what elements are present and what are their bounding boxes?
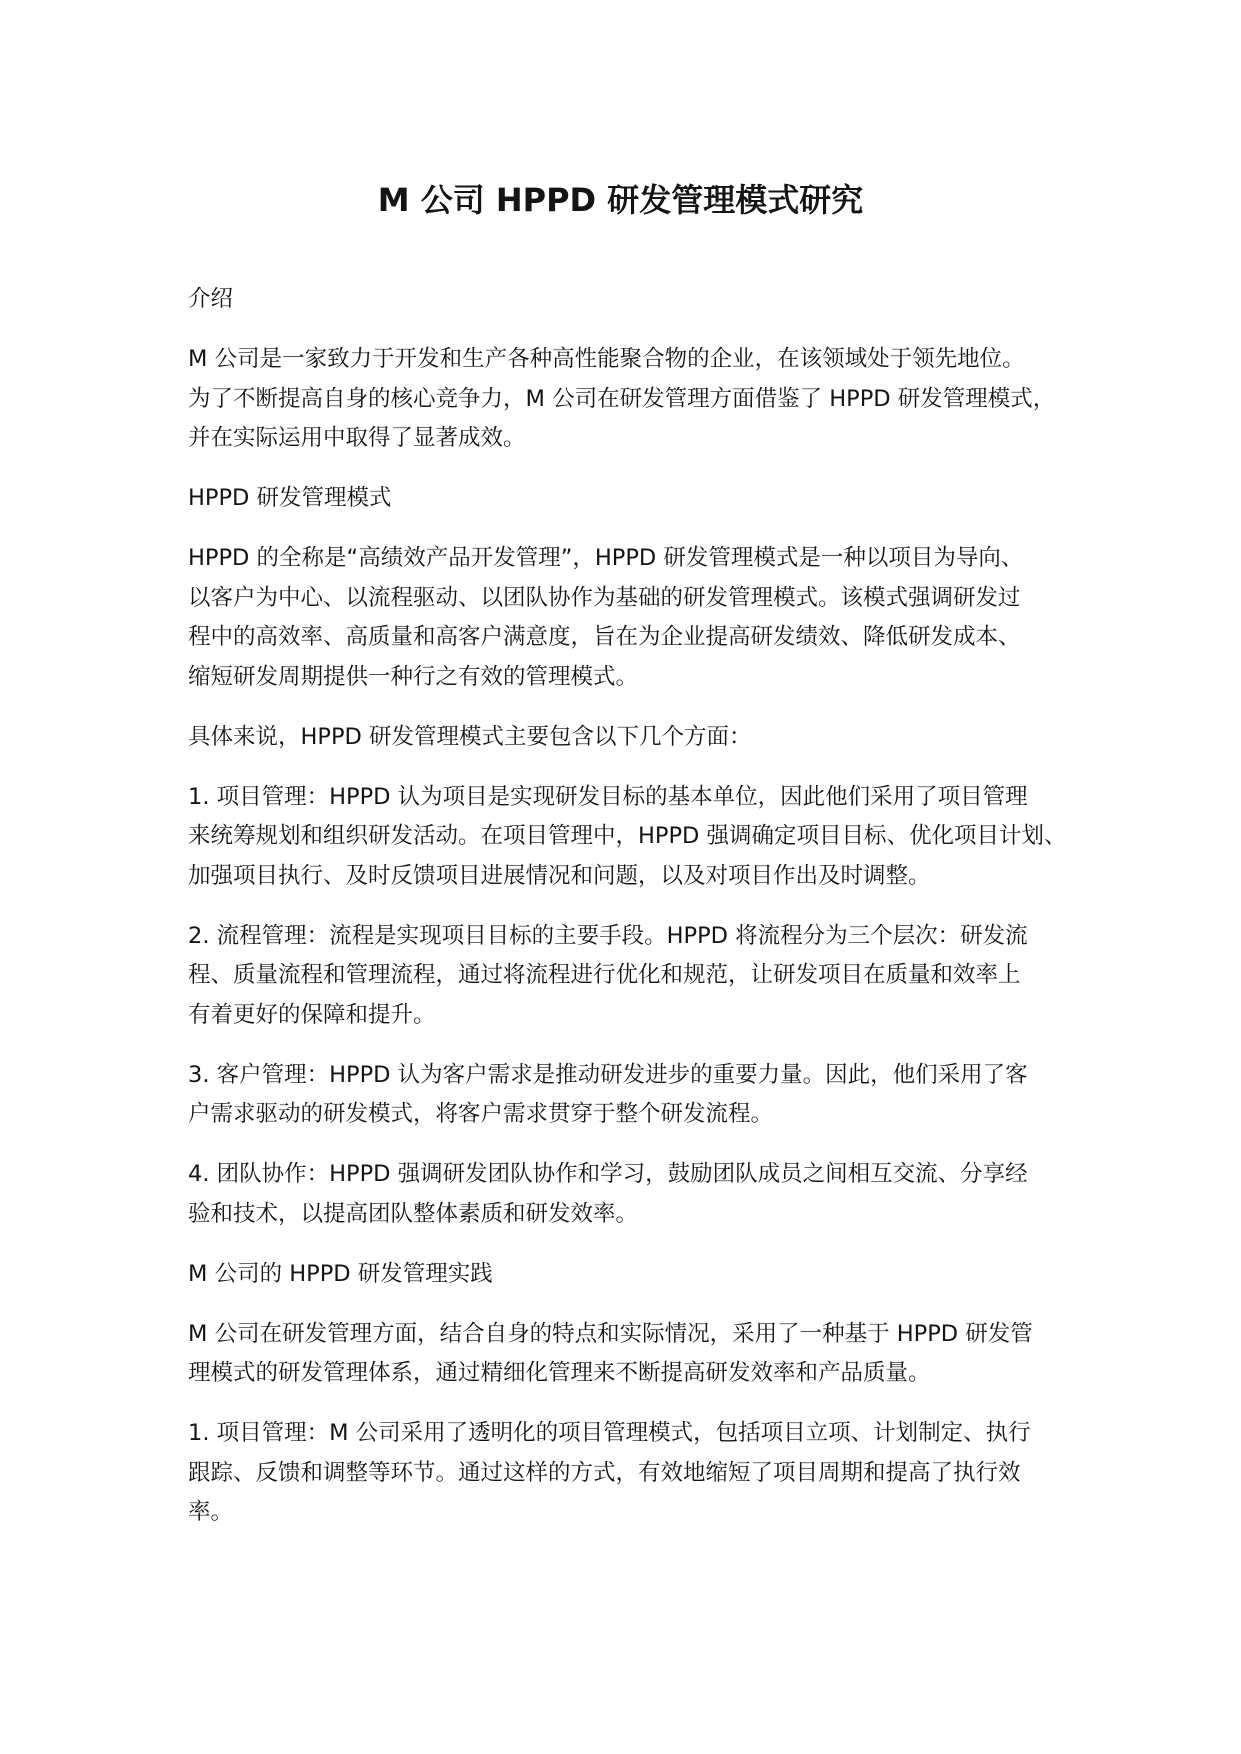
text-line: 户需求驱动的研发模式，将客户需求贯穿于整个研发流程。 bbox=[188, 1101, 774, 1127]
text-line: HPPD 研发管理模式 bbox=[188, 485, 392, 511]
text-line: M 公司在研发管理方面，结合自身的特点和实际情况，采用了一种基于 HPPD 研发管 bbox=[188, 1320, 1033, 1347]
list-item-customer-management bbox=[188, 1056, 1138, 1135]
text-line: 跟踪、反馈和调整等环节。通过这样的方式，有效地缩短了项目周期和提高了执行效 bbox=[188, 1459, 1021, 1486]
text-line: 具体来说，HPPD 研发管理模式主要包含以下几个方面： bbox=[188, 723, 752, 750]
text-line: 2. 流程管理：流程是实现项目目标的主要手段。HPPD 将流程分为三个层次：研发流 bbox=[188, 922, 1028, 949]
paragraph-hppd-definition bbox=[188, 539, 1138, 697]
document-title: M 公司 HPPD 研发管理模式研究 bbox=[377, 181, 864, 219]
text-line: 为了不断提高自身的核心竞争力，M 公司在研发管理方面借鉴了 HPPD 研发管理模式， bbox=[188, 385, 1056, 412]
text-line: 程、质量流程和管理流程，通过将流程进行优化和规范，让研发项目在质量和效率上 bbox=[188, 962, 1021, 988]
text-line: 率。 bbox=[188, 1499, 234, 1525]
text-line: 缩短研发周期提供一种行之有效的管理模式。 bbox=[188, 663, 639, 690]
text-line: 以客户为中心、以流程驱动、以团队协作为基础的研发管理模式。该模式强调研发过 bbox=[188, 584, 1021, 611]
section-heading-practice bbox=[188, 1255, 1138, 1295]
text-line: 理模式的研发管理体系，通过精细化管理来不断提高研发效率和产品质量。 bbox=[188, 1360, 931, 1386]
text-line: M 公司的 HPPD 研发管理实践 bbox=[188, 1260, 493, 1287]
document-body bbox=[188, 280, 1138, 1533]
text-line: 程中的高效率、高质量和高客户满意度，旨在为企业提高研发绩效、降低研发成本、 bbox=[188, 624, 1021, 650]
text-line: 3. 客户管理：HPPD 认为客户需求是推动研发进步的重要力量。因此，他们采用了客 bbox=[188, 1061, 1028, 1088]
text-line: 4. 团队协作：HPPD 强调研发团队协作和学习，鼓励团队成员之间相互交流、分享经 bbox=[188, 1161, 1028, 1187]
text-line: 1. 项目管理：M 公司采用了透明化的项目管理模式，包括项目立项、计划制定、执行 bbox=[188, 1420, 1031, 1446]
list-item-process-management bbox=[188, 917, 1138, 1036]
paragraph-practice-overview bbox=[188, 1315, 1138, 1394]
text-line: 加强项目执行、及时反馈项目进展情况和问题，以及对项目作出及时调整。 bbox=[188, 862, 931, 889]
list-item-team-collaboration bbox=[188, 1155, 1138, 1234]
text-line: 有着更好的保障和提升。 bbox=[188, 1001, 436, 1028]
text-line: 1. 项目管理：HPPD 认为项目是实现研发目标的基本单位，因此他们采用了项目管理 bbox=[188, 783, 1028, 810]
text-line: HPPD 的全称是“高绩效产品开发管理”，HPPD 研发管理模式是一种以项目为导向、 bbox=[188, 545, 1024, 571]
list-item-project-management bbox=[188, 778, 1138, 897]
text-line: 并在实际运用中取得了显著成效。 bbox=[188, 425, 526, 451]
section-heading-hppd-model bbox=[188, 479, 1138, 519]
section-heading-intro bbox=[188, 280, 1138, 320]
text-line: 来统筹规划和组织研发活动。在项目管理中，HPPD 强调确定项目目标、优化项目计划、 bbox=[188, 823, 1067, 849]
list-item-practice-project-management bbox=[188, 1414, 1138, 1533]
text-line: M 公司是一家致力于开发和生产各种高性能聚合物的企业，在该领域处于领先地位。 bbox=[188, 346, 1025, 372]
text-line: 验和技术，以提高团队整体素质和研发效率。 bbox=[188, 1200, 639, 1227]
text-line: 介绍 bbox=[188, 286, 234, 312]
paragraph-aspects-intro bbox=[188, 718, 1138, 758]
paragraph-company-overview bbox=[188, 340, 1138, 459]
